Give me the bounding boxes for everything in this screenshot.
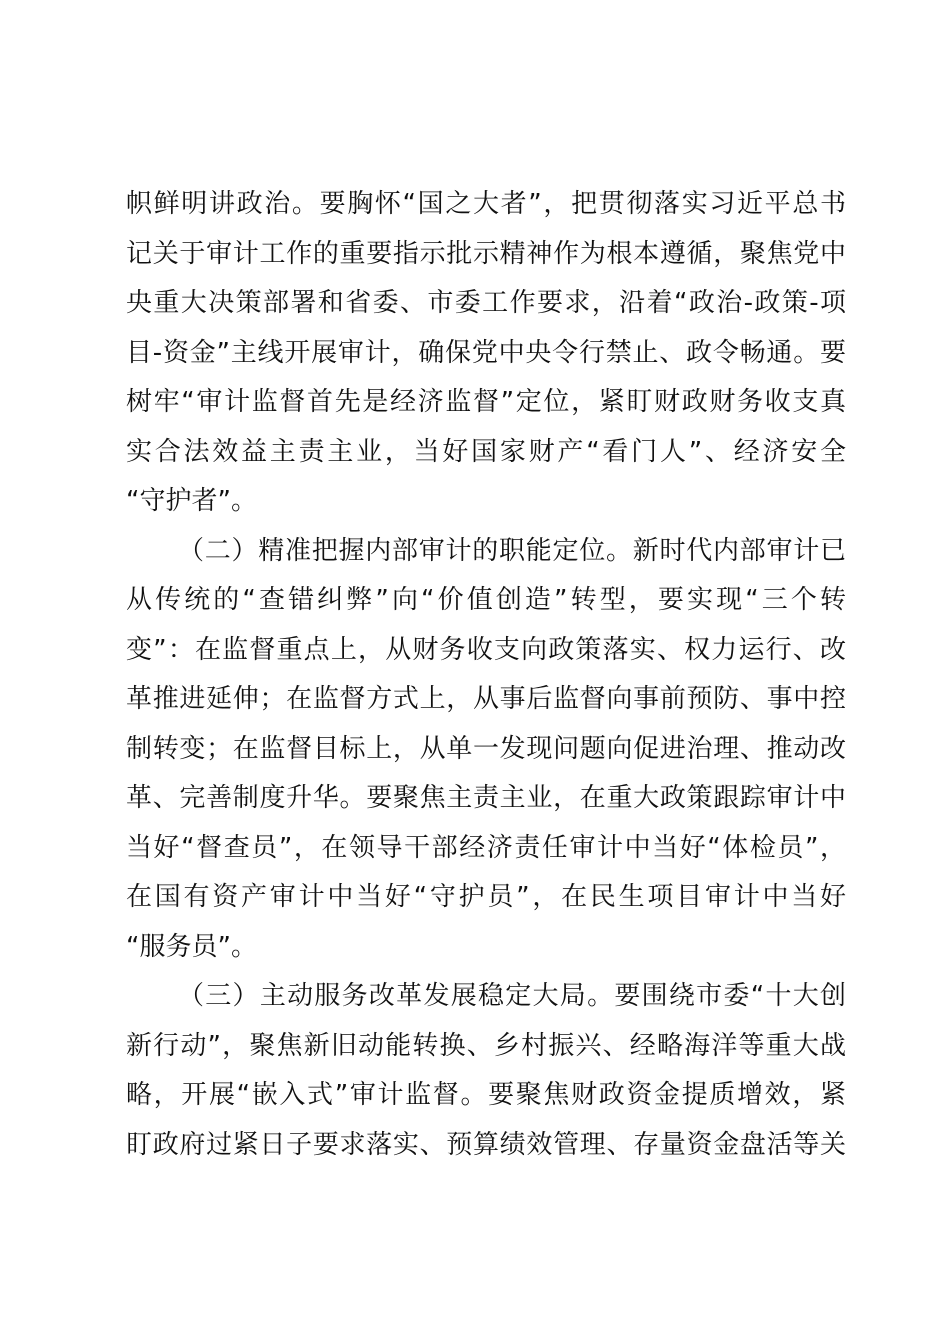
text-line: 在国有资产审计中当好“守护员”，在民生项目审计中当好	[126, 882, 846, 912]
text-line: 从传统的“查错纠弊”向“价值创造”转型，要实现“三个转	[126, 585, 846, 615]
text-line: 记关于审计工作的重要指示批示精神作为根本遵循，聚焦党中	[126, 238, 846, 269]
text-line: 当好“督查员”，在领导干部经济责任审计中当好“体检员”，	[126, 832, 846, 863]
text-line: “服务员”。	[126, 931, 257, 962]
text-line: 略，开展“嵌入式”审计监督。要聚焦财政资金提质增效，紧	[126, 1080, 846, 1110]
text-line: 目-资金”主线开展审计，确保党中央令行禁止、政令畅通。要	[126, 337, 846, 368]
document-body	[126, 180, 846, 1170]
text-line: 革推进延伸；在监督方式上，从事后监督向事前预防、事中控	[126, 684, 846, 714]
text-line: 新行动”，聚焦新旧动能转换、乡村振兴、经略海洋等重大战	[126, 1030, 846, 1061]
text-line: 帜鲜明讲政治。要胸怀“国之大者”，把贯彻落实习近平总书	[126, 189, 846, 219]
text-line: （三）主动服务改革发展稳定大局。要围绕市委“十大创	[178, 981, 846, 1011]
text-line: “守护者”。	[126, 486, 257, 516]
text-line: 实合法效益主责主业，当好国家财产“看门人”、经济安全	[126, 436, 846, 467]
text-line: 树牢“审计监督首先是经济监督”定位，紧盯财政财务收支真	[126, 387, 846, 417]
text-line: （二）精准把握内部审计的职能定位。新时代内部审计已	[178, 535, 846, 566]
text-line: 央重大决策部署和省委、市委工作要求，沿着“政治-政策-项	[126, 288, 846, 318]
text-line: 制转变；在监督目标上，从单一发现问题向促进治理、推动改	[126, 733, 846, 764]
text-line: 革、完善制度升华。要聚焦主责主业，在重大政策跟踪审计中	[126, 783, 846, 813]
text-line: 变”：在监督重点上，从财务收支向政策落实、权力运行、改	[126, 634, 846, 665]
text-line: 盯政府过紧日子要求落实、预算绩效管理、存量资金盘活等关	[126, 1129, 846, 1160]
